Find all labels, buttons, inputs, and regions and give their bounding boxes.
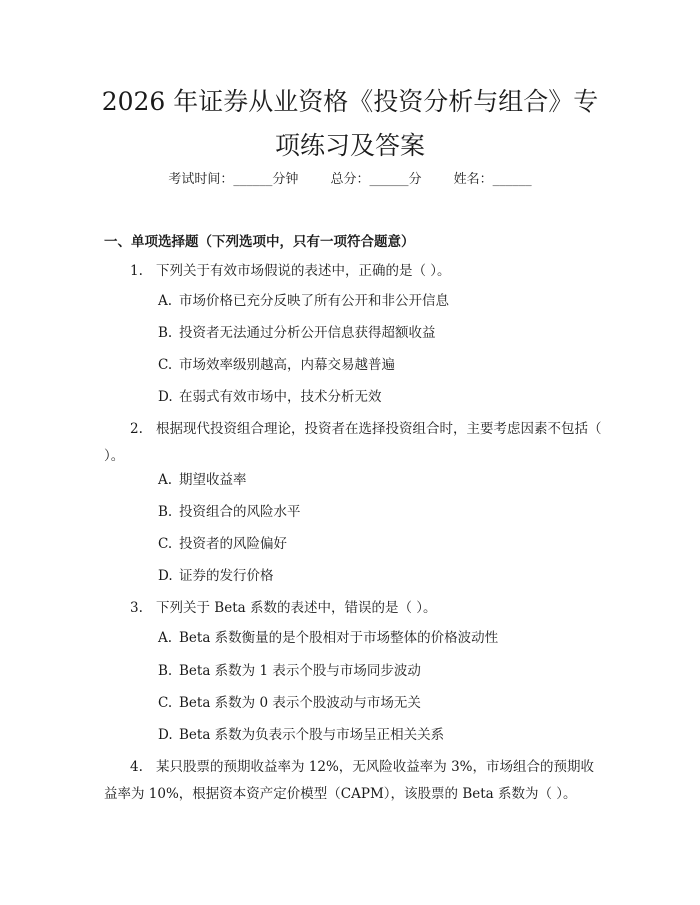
question-number: 4. [130, 759, 143, 775]
option-3a [158, 628, 498, 648]
page-title-line1: 2026 年证券从业资格《投资分析与组合》专 [101, 87, 599, 116]
option-text: Beta 系数衡量的是个股相对于市场整体的价格波动性 [179, 630, 499, 646]
exam-time: 考试时间：______分钟 [168, 172, 299, 187]
option-3c [158, 693, 421, 713]
option-text: Beta 系数为 1 表示个股与市场同步波动 [179, 663, 421, 679]
question-text: 根据现代投资组合理论，投资者在选择投资组合时，主要考虑因素不包括（ ）。 [104, 421, 602, 464]
page-title [40, 80, 660, 168]
exam-name: 姓名：______ [453, 172, 532, 187]
option-label: B. [158, 663, 173, 679]
option-2a [158, 470, 247, 490]
section-title: 一、单项选择题（下列选项中，只有一项符合题意） [104, 234, 415, 250]
option-label: B. [158, 325, 173, 341]
option-3d [158, 725, 444, 745]
option-label: D. [158, 727, 173, 743]
option-text: 在弱式有效市场中，技术分析无效 [179, 389, 382, 405]
option-text: 投资组合的风险水平 [179, 504, 301, 520]
option-label: C. [158, 536, 173, 552]
question-number: 2. [130, 421, 143, 437]
option-2b [158, 502, 301, 522]
option-text: 投资者无法通过分析公开信息获得超额收益 [179, 325, 436, 341]
question-text: 下列关于 Beta 系数的表述中，错误的是（ ）。 [156, 600, 437, 616]
option-label: B. [158, 504, 173, 520]
option-label: A. [158, 472, 173, 488]
page-title-line2: 项练习及答案 [274, 131, 425, 160]
option-label: A. [158, 630, 173, 646]
option-1c [158, 355, 395, 375]
question-4 [104, 754, 604, 808]
exam-score: 总分：______分 [330, 172, 422, 187]
option-text: Beta 系数为负表示个股与市场呈正相关关系 [179, 727, 445, 743]
option-text: 证券的发行价格 [179, 568, 274, 584]
option-text: 期望收益率 [179, 472, 247, 488]
option-1b [158, 323, 436, 343]
option-2d [158, 566, 274, 586]
option-label: C. [158, 695, 173, 711]
question-number: 3. [130, 600, 143, 616]
option-1d [158, 387, 382, 407]
question-2 [104, 416, 604, 470]
question-text: 某只股票的预期收益率为 12%，无风险收益率为 3%，市场组合的预期收益率为 10%，根据资本资产定价模型（CAPM），该股票的 Beta 系数为（ ）。 [104, 759, 595, 802]
option-text: 市场效率级别越高，内幕交易越普遍 [179, 357, 395, 373]
option-3b [158, 661, 421, 681]
option-label: C. [158, 357, 173, 373]
option-2c [158, 534, 287, 554]
question-text: 下列关于有效市场假说的表述中，正确的是（ ）。 [156, 263, 451, 279]
option-text: Beta 系数为 0 表示个股波动与市场无关 [179, 695, 421, 711]
option-label: D. [158, 389, 173, 405]
question-3 [104, 595, 604, 622]
option-1a [158, 291, 449, 311]
exam-info [0, 168, 700, 187]
option-label: A. [158, 293, 173, 309]
option-label: D. [158, 568, 173, 584]
option-text: 投资者的风险偏好 [179, 536, 287, 552]
option-text: 市场价格已充分反映了所有公开和非公开信息 [179, 293, 449, 309]
question-number: 1. [130, 263, 143, 279]
question-1 [104, 258, 604, 285]
